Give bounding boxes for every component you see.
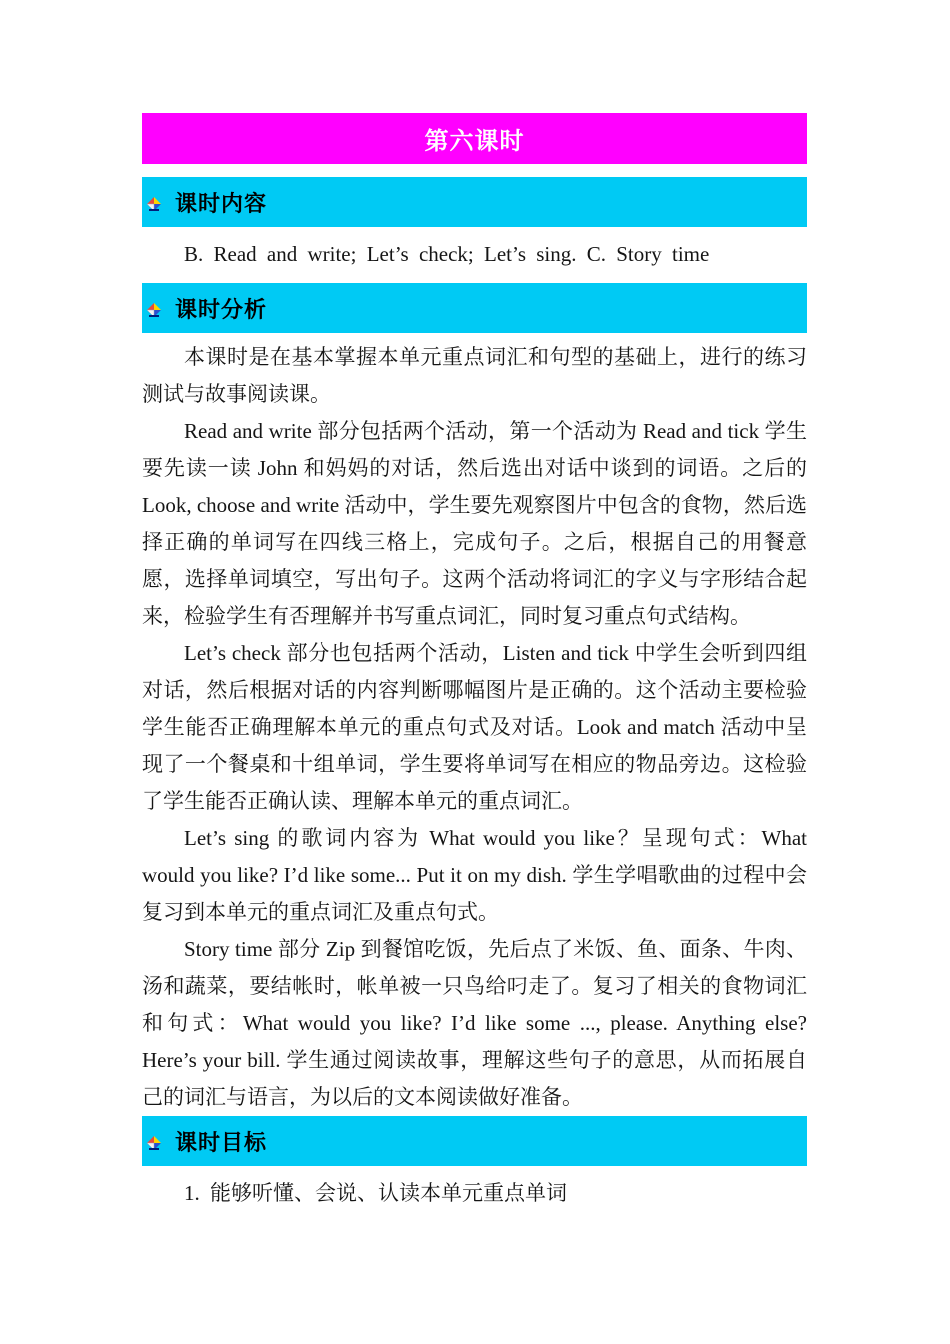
section-heading: 课时分析 [175,296,268,322]
paragraph: Let’s check 部分也包括两个活动，Listen and tick 中学生会听到四组对话，然后根据对话的内容判断哪幅图片是正确的。这个活动主要检验学生能否正确理解本单元的重点句式及对话。Look and match 活动中呈现了一个餐桌和十组单词，学生要将单词写在相应的物品旁边。这检验了学生能否正确认读、理解本单元的重点词汇。 [142,641,807,813]
section-banner [142,177,807,227]
section-banner [142,1116,807,1166]
analysis-paragraphs [142,339,807,1116]
section-lesson-content [142,177,807,273]
paragraph: Story time 部分 Zip 到餐馆吃饭，先后点了米饭、鱼、面条、牛肉、汤和蔬菜，要结帐时，帐单被一只鸟给叼走了。复习了相关的食物词汇和句式：What would you like? I’d like some ..., please. Anything else? Here’s your bill. 学生通过阅读故事，理解这些句子的意思，从而拓展自己的词汇与语言，为以后的文本阅读做好准备。 [142,937,807,1109]
paragraph: 1. 能够听懂、会说、认读本单元重点单词 [184,1181,567,1205]
page-title: 第六课时 [424,129,525,155]
section-banner [142,283,807,333]
pinwheel-bullet-icon [147,197,161,211]
paragraph: 本课时是在基本掌握本单元重点词汇和句型的基础上，进行的练习测试与故事阅读课。 [142,345,807,406]
pinwheel-bullet-icon [147,1136,161,1150]
section-heading: 课时目标 [175,1129,268,1155]
paragraph: Read and write 部分包括两个活动，第一个活动为 Read and tick 学生要先读一读 John 和妈妈的对话，然后选出对话中谈到的词语。之后的 Look, choose and write 活动中，学生要先观察图片中包含的食物，然后选择正确的单词写在四线三格上，完成句子。之后，根据自己的用餐意愿，选择单词填空，写出句子。这两个活动将词汇的字义与字形结合起来，检验学生有否理解并书写重点词汇，同时复习重点句式结构。 [142,419,807,628]
section-lesson-objectives [142,1116,807,1212]
section-lesson-analysis [142,283,807,1116]
pinwheel-bullet-icon [147,303,161,317]
paragraph: B. Read and write; Let’s check; Let’s sing. C. Story time [184,242,710,266]
section-heading: 课时内容 [175,190,268,216]
lesson-title-banner [142,113,807,164]
paragraph: Let’s sing 的歌词内容为 What would you like？呈现句式：What would you like? I’d like some... Put it on my dish. 学生学唱歌曲的过程中会复习到本单元的重点词汇及重点句式。 [142,826,807,924]
